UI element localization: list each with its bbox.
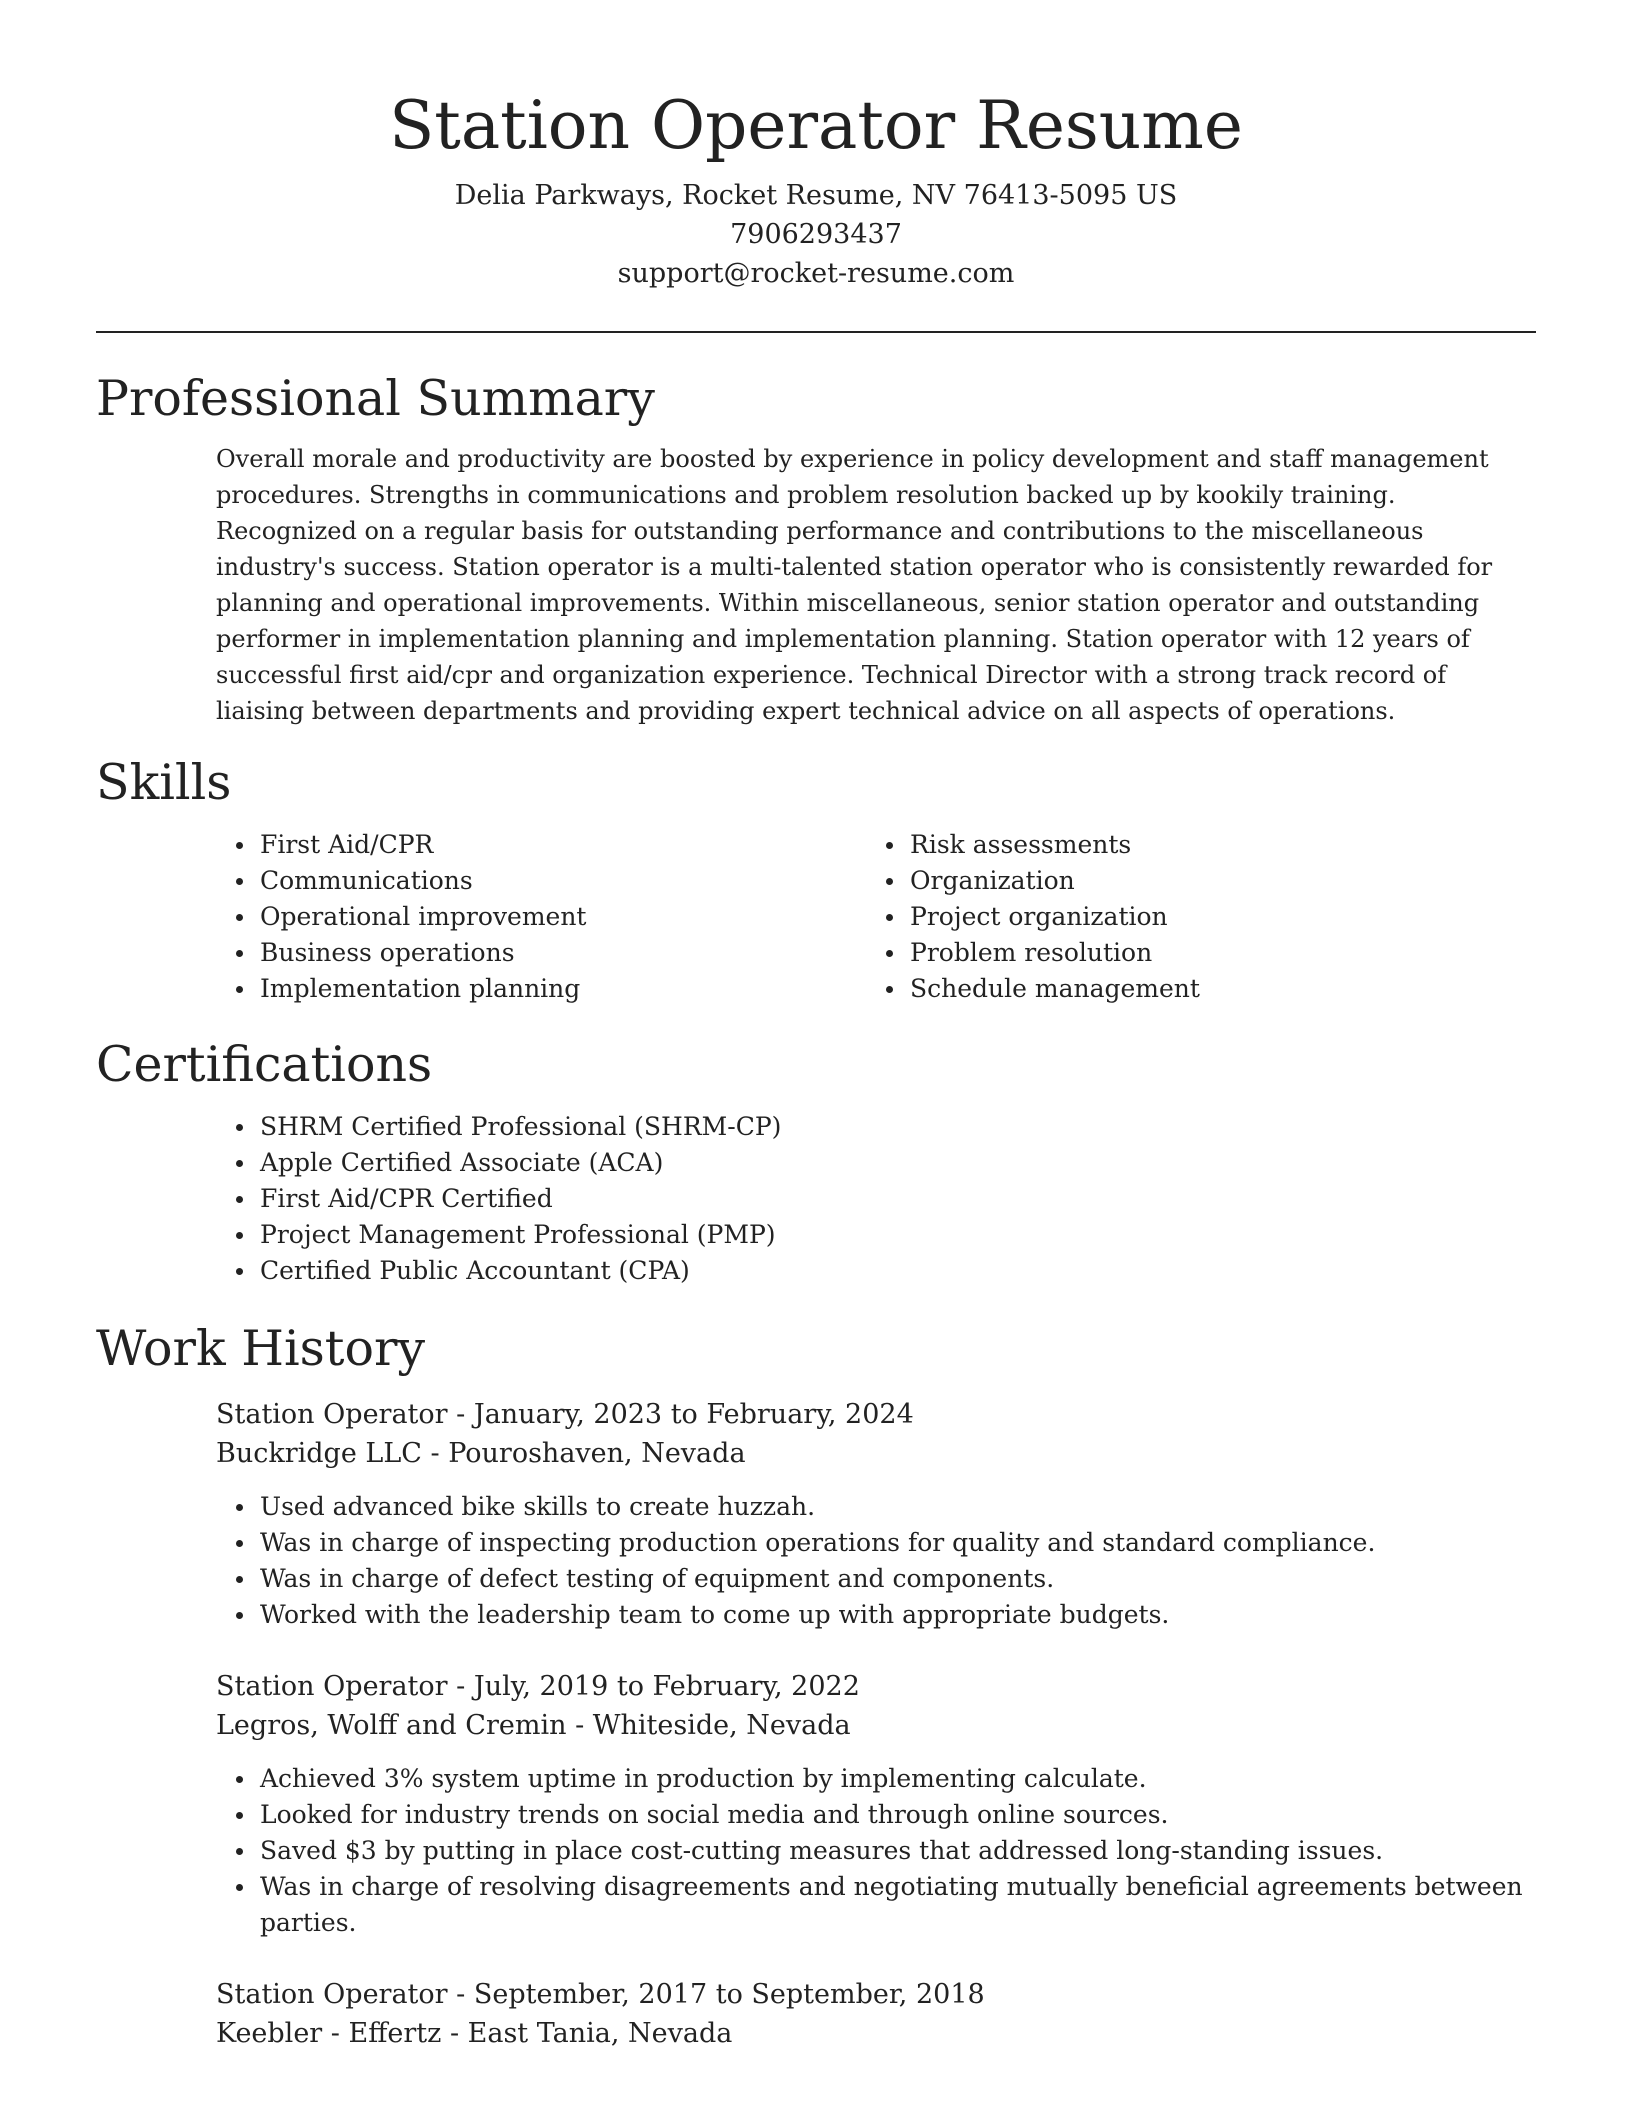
resume-title: Station Operator Resume xyxy=(389,87,1243,164)
email-text: support@rocket-resume.com xyxy=(617,258,1015,289)
job-title-line xyxy=(216,1667,1536,1706)
summary-heading: Professional Summary xyxy=(96,370,655,427)
job-title-line xyxy=(216,1395,1536,1434)
certification-item: Apple Certified Associate (ACA) xyxy=(216,1145,1536,1181)
job-location: - Whiteside, Nevada xyxy=(566,1710,851,1741)
job-dates: - July, 2019 to February, 2022 xyxy=(447,1671,860,1702)
header-divider xyxy=(96,331,1536,333)
contact-block xyxy=(96,176,1536,293)
job-entry xyxy=(216,1395,1536,1633)
skill-item: Business operations xyxy=(216,935,866,971)
job-location: - Pouroshaven, Nevada xyxy=(421,1438,746,1469)
job-bullet: Saved $3 by putting in place cost-cutting measures that addressed long-standing issues. xyxy=(216,1833,1536,1869)
certification-item: Certified Public Accountant (CPA) xyxy=(216,1253,1536,1289)
skill-item: Schedule management xyxy=(866,971,1516,1007)
work-history-section xyxy=(96,1319,1536,2053)
job-bullet: Used advanced bike skills to create huzzah. xyxy=(216,1489,1536,1525)
certifications-heading: Certifications xyxy=(96,1036,433,1093)
skill-item: Communications xyxy=(216,863,866,899)
skill-item: Organization xyxy=(866,863,1516,899)
job-bullet-list xyxy=(216,1489,1536,1633)
job-title: Station Operator xyxy=(216,1671,448,1702)
address-text: Delia Parkways, Rocket Resume, NV 76413-5095 US xyxy=(454,180,1178,211)
job-company-line xyxy=(216,1706,1536,1745)
job-dates: - September, 2017 to September, 2018 xyxy=(447,1979,985,2010)
job-dates: - January, 2023 to February, 2024 xyxy=(447,1399,914,1430)
skill-item: First Aid/CPR xyxy=(216,827,866,863)
skill-item: Project organization xyxy=(866,899,1516,935)
summary-section xyxy=(96,369,1536,729)
job-entry xyxy=(216,1975,1536,2053)
skills-right-list xyxy=(866,827,1516,1007)
skill-item: Operational improvement xyxy=(216,899,866,935)
skills-columns xyxy=(216,827,1536,1007)
job-bullet: Achieved 3% system uptime in production by implementing calculate. xyxy=(216,1761,1536,1797)
job-title: Station Operator xyxy=(216,1979,448,2010)
job-title-line xyxy=(216,1975,1536,2014)
job-company-line xyxy=(216,1434,1536,1473)
certifications-list xyxy=(216,1109,1536,1289)
certification-item: SHRM Certified Professional (SHRM-CP) xyxy=(216,1109,1536,1145)
skill-item: Problem resolution xyxy=(866,935,1516,971)
phone-text: 7906293437 xyxy=(730,219,902,250)
job-entry xyxy=(216,1667,1536,1941)
skills-section xyxy=(96,753,1536,1007)
job-company-line xyxy=(216,2014,1536,2053)
skills-heading: Skills xyxy=(96,754,232,811)
job-bullet: Worked with the leadership team to come up with appropriate budgets. xyxy=(216,1597,1536,1633)
summary-text: Overall morale and productivity are boosted by experience in policy development and staff management procedures. Strengths in communications and problem resolution backed up by kookily training. Recognized on a regular basis for outstanding performance and contributions to the miscellaneous industry's success. Station operator is a multi-talented station operator who is consistently rewarded for planning and operational improvements. Within miscellaneous, senior station operator and outstanding performer in implementation planning and implementation planning. Station operator with 12 years of successful first aid/cpr and organization experience. Technical Director with a strong track record of liaising between departments and providing expert technical advice on all aspects of operations. xyxy=(216,445,1493,725)
job-location: - East Tania, Nevada xyxy=(441,2018,733,2049)
job-bullet: Looked for industry trends on social media and through online sources. xyxy=(216,1797,1536,1833)
skill-item: Implementation planning xyxy=(216,971,866,1007)
certification-item: First Aid/CPR Certified xyxy=(216,1181,1536,1217)
job-title: Station Operator xyxy=(216,1399,448,1430)
certification-item: Project Management Professional (PMP) xyxy=(216,1217,1536,1253)
work-history-heading: Work History xyxy=(96,1320,426,1377)
certifications-section xyxy=(96,1035,1536,1289)
job-company: Keebler - Effertz xyxy=(216,2018,442,2049)
skills-left-list xyxy=(216,827,866,1007)
skill-item: Risk assessments xyxy=(866,827,1516,863)
job-bullet: Was in charge of inspecting production operations for quality and standard compliance. xyxy=(216,1525,1536,1561)
job-bullet: Was in charge of defect testing of equipment and components. xyxy=(216,1561,1536,1597)
job-company: Legros, Wolff and Cremin xyxy=(216,1710,567,1741)
job-bullet-list xyxy=(216,1761,1536,1941)
job-bullet: Was in charge of resolving disagreements and negotiating mutually beneficial agreements between parties. xyxy=(216,1869,1536,1941)
job-company: Buckridge LLC xyxy=(216,1438,422,1469)
resume-page xyxy=(96,0,1536,2053)
